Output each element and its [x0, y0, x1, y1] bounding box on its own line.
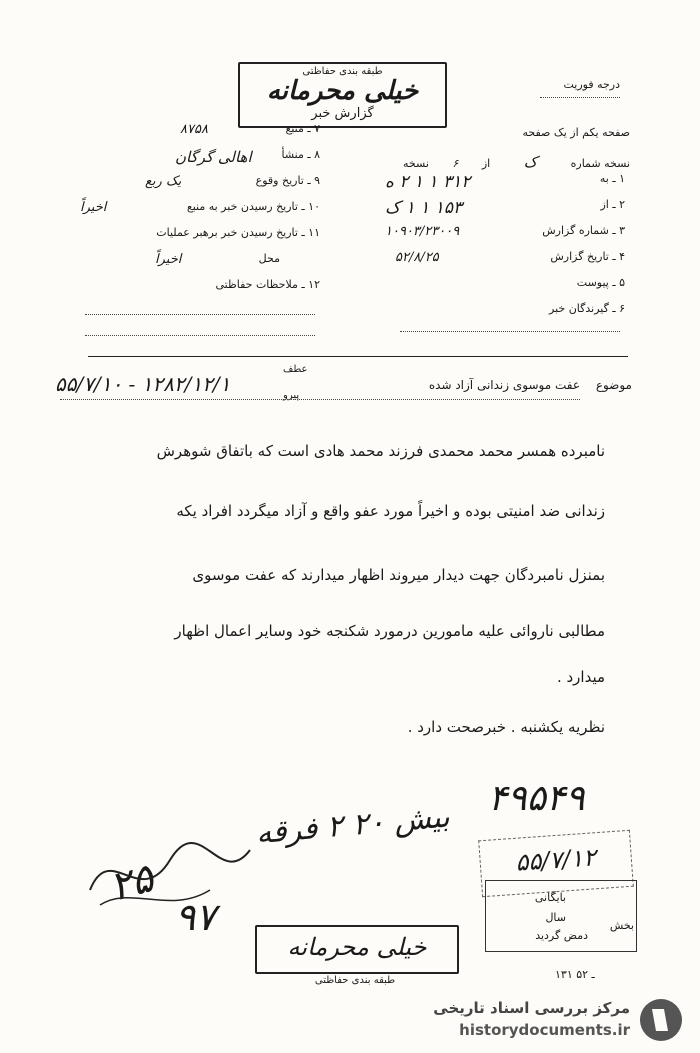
- left-field-value: اهالی گرگان: [175, 148, 252, 166]
- copy-info-label: نسخه شماره: [570, 157, 630, 170]
- left-field-location: [85, 252, 320, 278]
- subject-row: [429, 378, 632, 392]
- watermark: [400, 995, 690, 1045]
- handwritten-number: ۴۹۵۴۹: [488, 778, 585, 819]
- header-divider: [88, 356, 628, 357]
- left-field-label: ۱۲ ـ ملاحظات حفاظتی: [215, 278, 320, 291]
- right-field-value: ۳۱۲ ۱ ۱ ۲ ه: [385, 172, 471, 192]
- right-field-2: [385, 198, 625, 224]
- subject-annotation-top: عطف: [283, 364, 308, 375]
- right-field-1: [385, 172, 625, 198]
- classification-top: طبقه بندی حفاظتی: [302, 66, 383, 77]
- copy-info-total: ۶: [452, 157, 459, 170]
- page-info: صفحه یکم از یک صفحه: [522, 126, 630, 139]
- handwritten-initials: ۹۷: [175, 895, 216, 939]
- body-line-1: نامبرده همسر محمد محمدی فرزند محمد هادی است که باتفاق شوهرش: [156, 442, 605, 460]
- right-field-3: [385, 224, 625, 250]
- archive-line-1: بخش: [609, 919, 634, 932]
- watermark-url: historydocuments.ir: [459, 1021, 630, 1039]
- right-field-label: ۴ ـ تاریخ گزارش: [550, 250, 625, 263]
- left-field-value: یک ربع: [145, 174, 182, 189]
- right-field-value: ۱۵۳ ۱ ۱ ک: [385, 198, 463, 218]
- classification-stamp-text: خیلی محرمانه: [266, 76, 419, 106]
- bottom-stamp-text: خیلی محرمانه: [287, 933, 427, 961]
- right-fields: [385, 172, 625, 328]
- left-field-label: ۹ ـ تاریخ وقوع: [255, 174, 320, 187]
- left-field-8: [85, 148, 320, 174]
- left-field-value: اخیراً: [155, 252, 182, 267]
- archive-line-4: دمض گردید: [535, 929, 588, 942]
- left-dotted-line-1: [85, 313, 315, 315]
- right-field-label: ۲ ـ از: [600, 198, 625, 211]
- right-field-label: ۱ ـ به: [599, 172, 625, 185]
- handwritten-date: ۵۵/۷/۱۲: [514, 843, 597, 877]
- body-line-3: بمنزل نامبردگان جهت دیدار میروند اظهار میدارند که عفت موسوی: [192, 566, 605, 584]
- right-field-5: [385, 276, 625, 302]
- left-field-label: محل: [258, 252, 280, 265]
- right-field-label: ۳ ـ شماره گزارش: [542, 224, 625, 237]
- archive-box: [485, 880, 637, 952]
- form-code: ۱۳۱ ـ ۵۲: [555, 968, 595, 981]
- left-field-7: [85, 122, 320, 148]
- bottom-classification-stamp: [255, 925, 459, 974]
- priority-label: درجه فوریت: [563, 78, 620, 91]
- left-field-label: ۷ ـ منبع: [285, 122, 320, 135]
- right-field-value: ۵۲/۸/۲۵: [395, 250, 439, 265]
- handwritten-signature: ۲۵: [104, 855, 159, 911]
- watermark-logo-icon: [638, 997, 684, 1043]
- bottom-stamp-label: طبقه بندی حفاظتی: [314, 975, 396, 986]
- opinion-line: نظریه یکشنبه . خبرصحت دارد .: [407, 718, 605, 736]
- signature-scribble-icon: [80, 830, 260, 920]
- copy-info-total-label: از: [481, 157, 491, 170]
- classification-stamp: [238, 62, 447, 128]
- copy-info: [403, 153, 630, 171]
- right-field-label: ۵ ـ پیوست: [576, 276, 625, 289]
- archive-line-2: سال: [545, 911, 566, 924]
- left-field-10: [80, 200, 320, 226]
- subject-dotted-line: [60, 398, 580, 400]
- left-field-label: ۸ ـ منشأ: [281, 148, 320, 161]
- left-field-label: ۱۱ ـ تاریخ رسیدن خبر برهبر عملیات: [156, 226, 320, 239]
- left-field-value: ۸۷۵۸: [180, 122, 208, 137]
- left-field-12: [85, 278, 320, 304]
- watermark-title: مرکز بررسی اسناد تاریخی: [433, 999, 630, 1017]
- body-line-5: میدارد .: [556, 668, 605, 686]
- right-field-value: ۱۰۹۰۳/۲۳۰۰۹: [385, 224, 460, 239]
- subject-value: عفت موسوی زندانی آزاد شده: [428, 378, 580, 392]
- subject-label: موضوع: [595, 378, 632, 392]
- right-field-6: [385, 302, 625, 328]
- handwritten-note: بیش ۲۰ ۲ فرقه: [254, 799, 451, 852]
- left-field-11: [85, 226, 320, 252]
- right-field-4: [385, 250, 625, 276]
- body-line-4: مطالبی ناروائی علیه مامورین درمورد شکنجه خود وسایر اعمال اظهار: [174, 622, 605, 640]
- form-title: گزارش خبر: [311, 106, 374, 121]
- left-fields: [80, 122, 320, 304]
- body-line-2: زندانی ضد امنیتی بوده و اخیراً مورد عفو واقع و آزاد میگردد افراد یکه: [176, 502, 605, 520]
- right-dotted-line-1: [400, 330, 620, 332]
- copy-info-value: ک: [523, 153, 538, 171]
- copy-info-total-label2: نسخه: [403, 157, 429, 170]
- left-field-value: اخیراً: [80, 200, 107, 215]
- left-field-9: [85, 174, 320, 200]
- subject-annotation-bottom: پیرو: [283, 390, 300, 401]
- left-dotted-line-2: [85, 334, 315, 336]
- archive-line-3: بایگانی: [534, 891, 566, 904]
- priority-line: [540, 96, 620, 98]
- subject-handwritten-ref: ۵۵/۷/۱۰ - ۱۲۸۲/۱۲/۱: [55, 372, 231, 396]
- left-field-label: ۱۰ ـ تاریخ رسیدن خبر به منبع: [186, 200, 320, 213]
- right-field-label: ۶ ـ گیرندگان خبر: [549, 302, 625, 315]
